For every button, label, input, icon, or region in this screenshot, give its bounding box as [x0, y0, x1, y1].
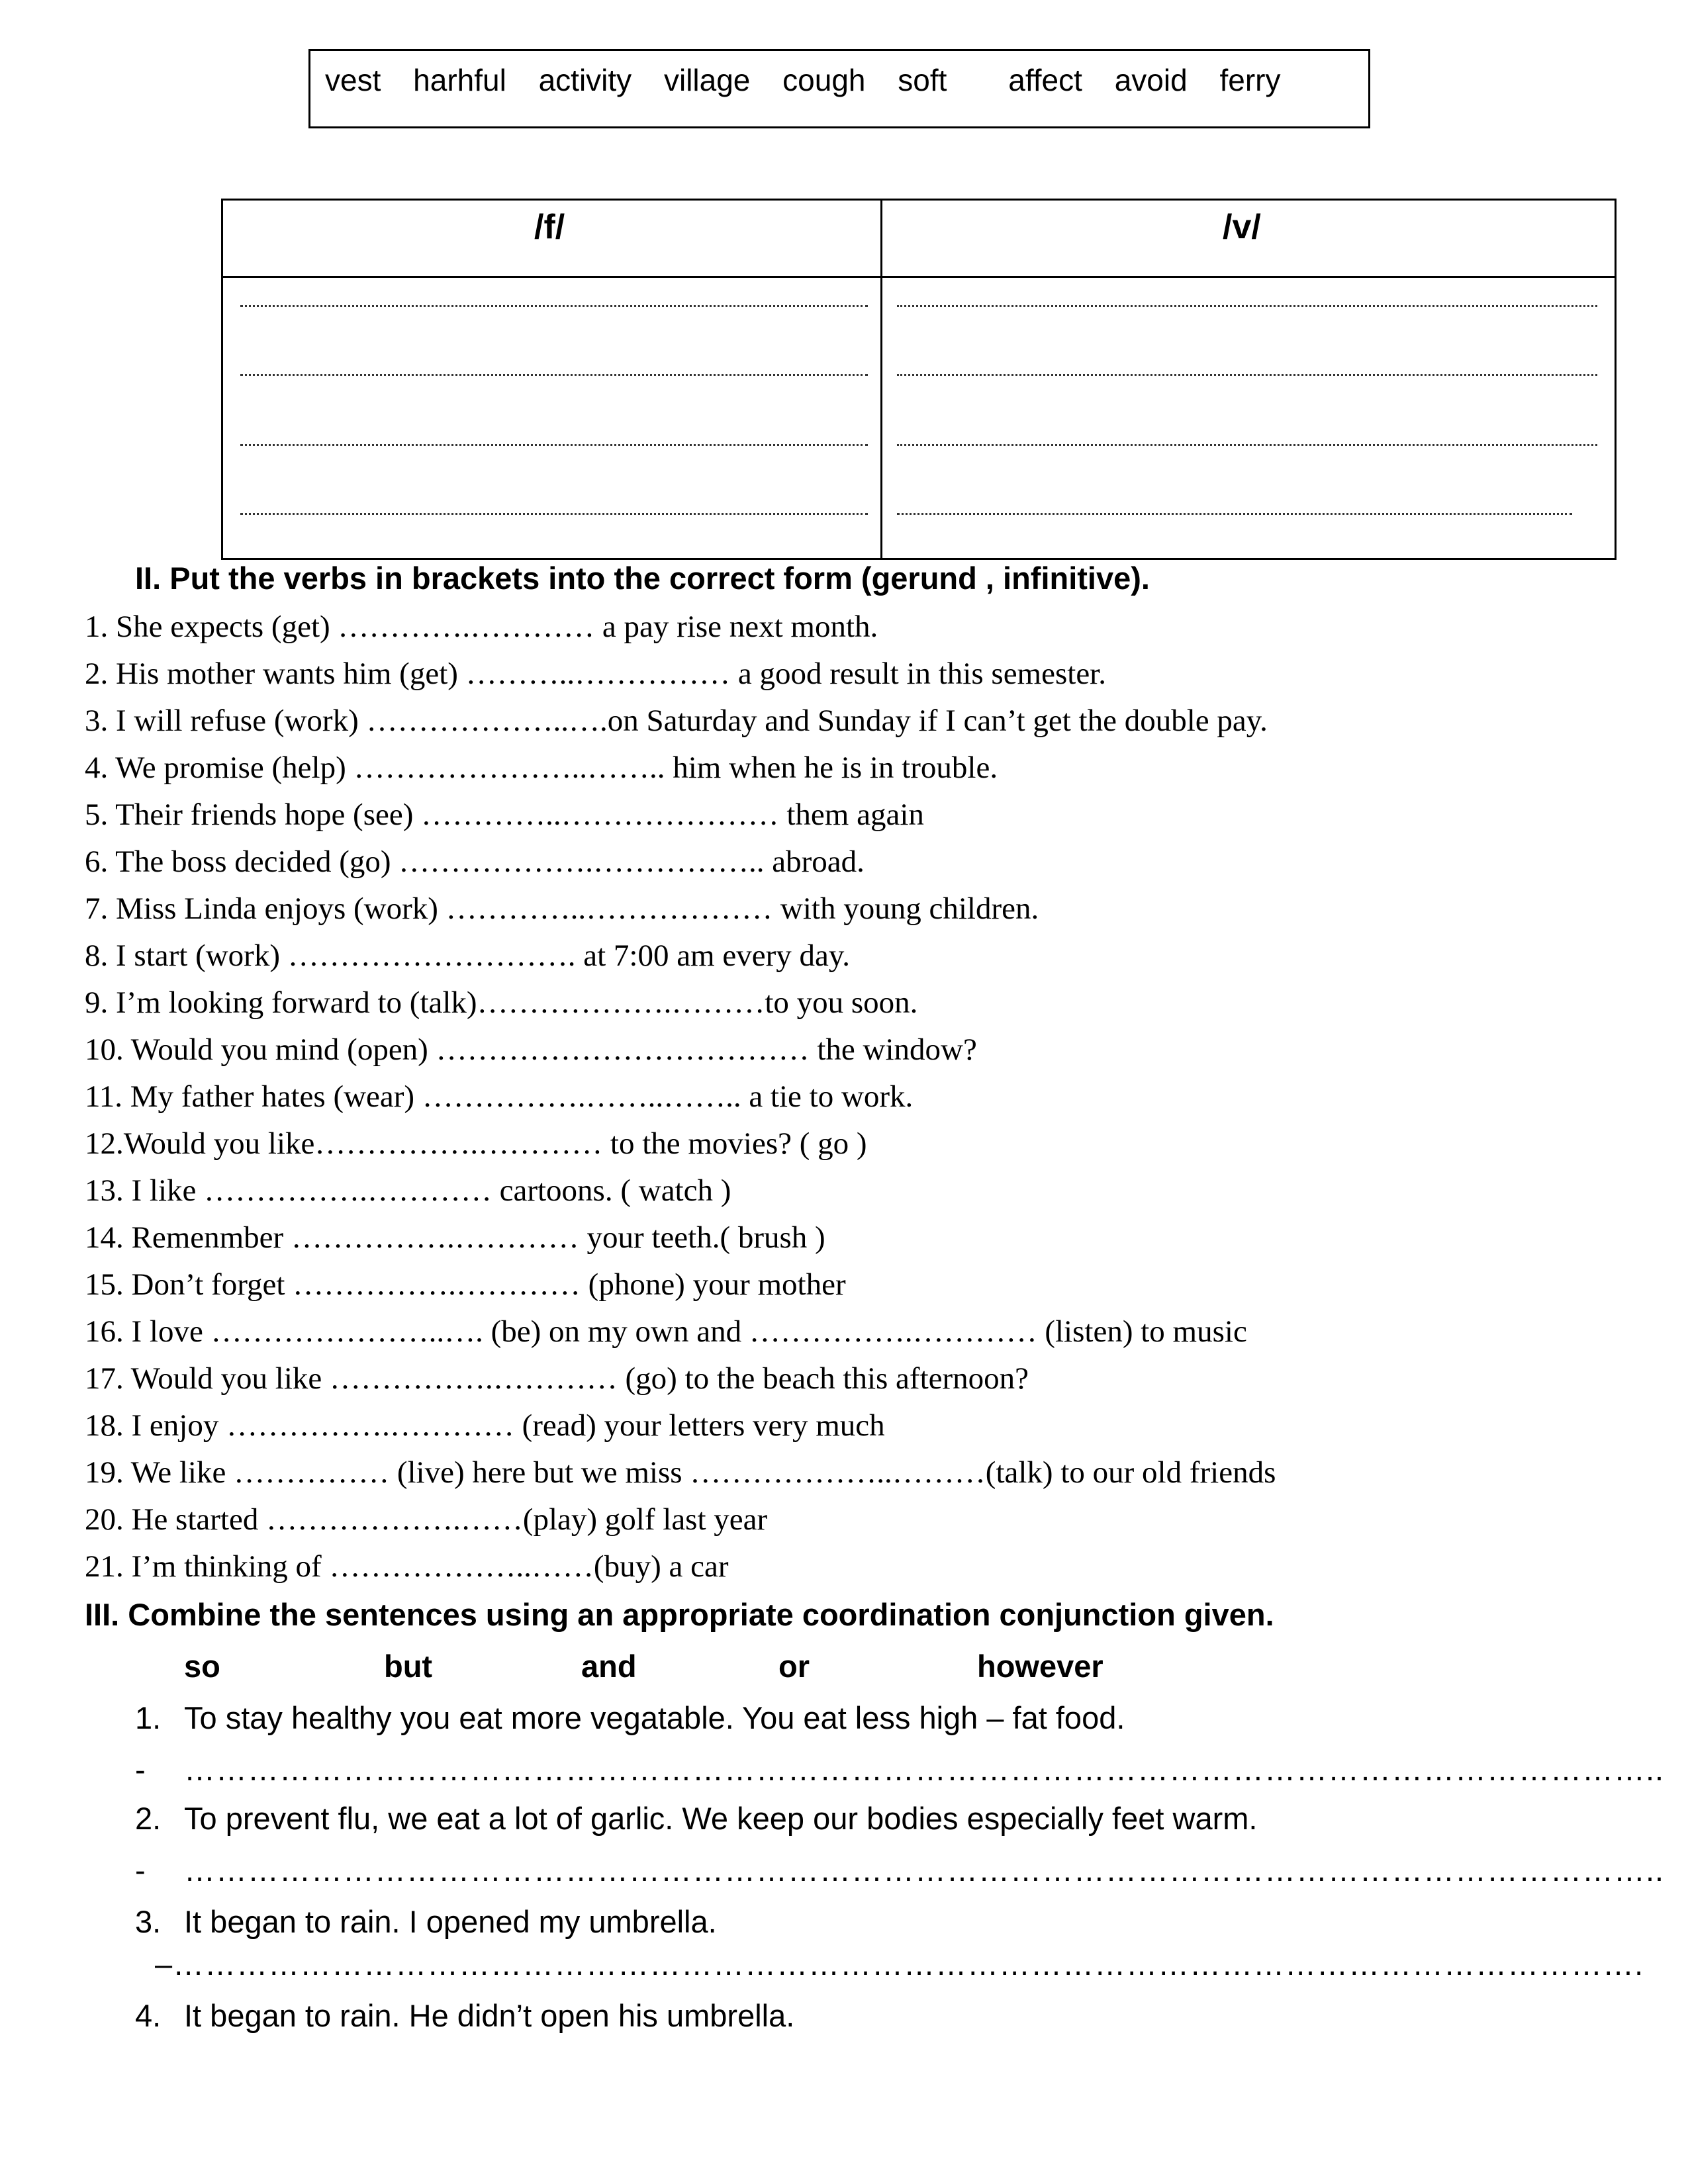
word: soft — [898, 63, 947, 97]
item-text: To stay healthy you eat more vegatable. You eat less high – fat food. — [184, 1700, 1125, 1735]
word: affect — [1008, 63, 1082, 97]
answer-dash: - — [135, 1752, 146, 1787]
answer-blank-f[interactable] — [240, 374, 868, 376]
word: avoid — [1114, 63, 1188, 97]
exercise-line: 8. I start (work) ………………………. at 7:00 am every day. — [85, 938, 851, 973]
word: village — [663, 63, 751, 97]
table-divider — [880, 201, 882, 558]
answer-line[interactable]: ………………………………………………………………………………………………………………………….. — [184, 1852, 1665, 1888]
item-number: 2. — [135, 1801, 162, 1836]
exercise-line: 7. Miss Linda enjoys (work) …………..……………… with young children. — [85, 891, 1039, 926]
conjunction-so: so — [184, 1649, 220, 1684]
exercise-line: 16. I love …………………..…. (be) on my own and …………….………… (listen) to music — [85, 1314, 1247, 1349]
word: harhful — [413, 63, 506, 97]
item-text: To prevent flu, we eat a lot of garlic. We keep our bodies especially feet warm. — [184, 1801, 1258, 1836]
exercise-line: 2. His mother wants him (get) ………..…………… a good result in this semester. — [85, 657, 1106, 691]
item-number: 3. — [135, 1904, 162, 1939]
answer-blank-f[interactable] — [240, 513, 868, 515]
answer-blank-v[interactable] — [897, 444, 1597, 446]
header-v: /v/ — [1223, 208, 1261, 246]
exercise-line: 15. Don’t forget …………….………… (phone) your mother — [85, 1267, 846, 1302]
exercise-line: 17. Would you like …………….………… (go) to the beach this afternoon? — [85, 1361, 1029, 1396]
word-box — [308, 49, 1370, 128]
exercise-line: 20. He started ……………….……(play) golf last year — [85, 1502, 768, 1537]
exercise-line: 3. I will refuse (work) ………………..….on Saturday and Sunday if I can’t get the double pay. — [85, 704, 1268, 738]
answer-dash: - — [135, 1852, 146, 1888]
word: ferry — [1219, 63, 1281, 97]
section-3-heading: III. Combine the sentences using an appropriate coordination conjunction given. — [85, 1597, 1274, 1632]
conjunction-and: and — [581, 1649, 637, 1684]
table-header-divider — [223, 276, 1615, 278]
answer-blank-v[interactable] — [897, 305, 1597, 307]
exercise-line: 10. Would you mind (open) ……………………………… the window? — [85, 1032, 977, 1067]
answer-blank-v[interactable] — [897, 513, 1572, 515]
answer-blank-v[interactable] — [897, 374, 1597, 376]
exercise-line: 19. We like …………… (live) here but we miss ………………..………(talk) to our old friends — [85, 1455, 1276, 1490]
exercise-line: 6. The boss decided (go) ……………….…………….. abroad. — [85, 844, 865, 879]
answer-line[interactable]: –…………………………………………………………………………………………………………………………. — [155, 1946, 1644, 1981]
header-f: /f/ — [534, 208, 565, 246]
exercise-line: 1. She expects (get) ………….………… a pay rise next month. — [85, 610, 878, 644]
exercise-line: 9. I’m looking forward to (talk)……………….………to you soon. — [85, 985, 918, 1020]
exercise-line: 13. I like …………….………… cartoons. ( watch ) — [85, 1173, 731, 1208]
conjunction-however: however — [977, 1649, 1103, 1684]
exercise-line: 5. Their friends hope (see) …………..………………… them again — [85, 797, 924, 832]
answer-line[interactable]: ………………………………………………………………………………………………………………………….. — [184, 1752, 1665, 1787]
exercise-line: 4. We promise (help) …………………..…….. him when he is in trouble. — [85, 751, 998, 785]
phonetic-table — [221, 199, 1617, 560]
item-number: 4. — [135, 1998, 162, 2033]
word: activity — [538, 63, 632, 97]
answer-blank-f[interactable] — [240, 305, 868, 307]
item-text: It began to rain. He didn’t open his umbrella. — [184, 1998, 795, 2033]
exercise-line: 14. Remenmber …………….………… your teeth.( brush ) — [85, 1220, 825, 1255]
answer-blank-f[interactable] — [240, 444, 868, 446]
word: vest — [325, 63, 381, 97]
conjunction-but: but — [384, 1649, 433, 1684]
item-number: 1. — [135, 1700, 162, 1735]
exercise-line: 21. I’m thinking of ………………..……(buy) a car — [85, 1549, 729, 1584]
word: cough — [782, 63, 866, 97]
conjunction-or: or — [778, 1649, 810, 1684]
section-2-heading: II. Put the verbs in brackets into the correct form (gerund , infinitive). — [135, 561, 1150, 596]
item-text: It began to rain. I opened my umbrella. — [184, 1904, 717, 1939]
exercise-line: 18. I enjoy …………….………… (read) your letters very much — [85, 1408, 885, 1443]
exercise-line: 12.Would you like…………….………… to the movies? ( go ) — [85, 1126, 867, 1161]
exercise-line: 11. My father hates (wear) …………….……..…….. a tie to work. — [85, 1079, 914, 1114]
